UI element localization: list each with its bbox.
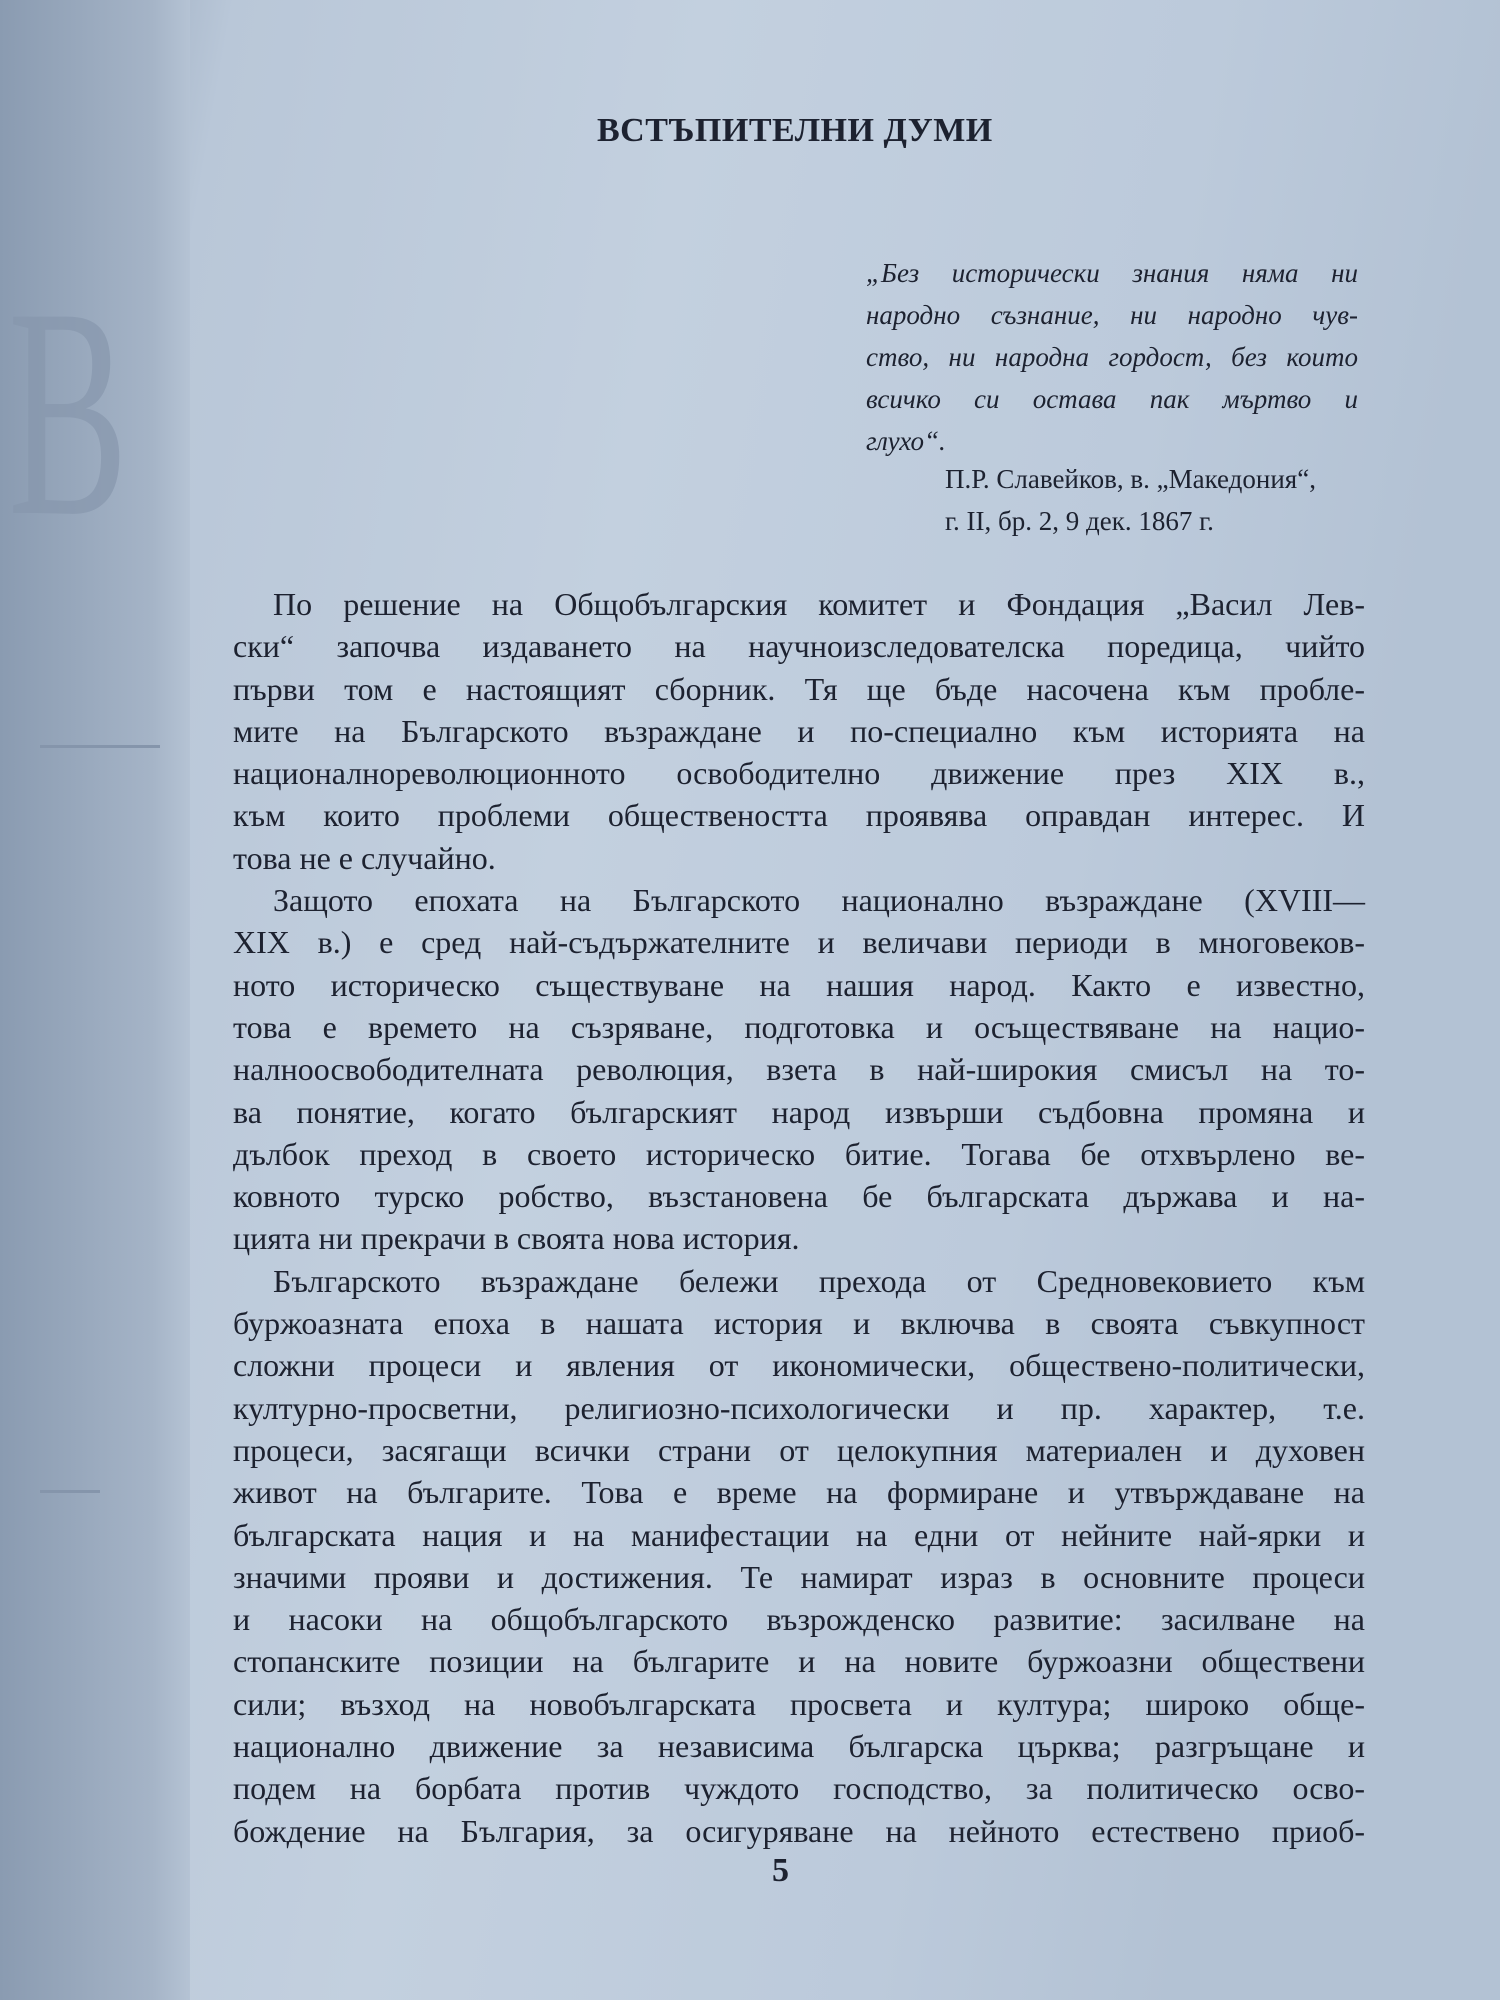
paragraph-line: дълбок преход в своето историческо битие. Тогава бе отхвърлено ве- xyxy=(233,1135,1365,1172)
paragraph-line: мите на Българското възраждане и по-специално към историята на xyxy=(233,712,1365,749)
paragraph-line: ното историческо съществуване на нашия народ. Както е известно, xyxy=(233,966,1365,1003)
paragraph-line: първи том е настоящият сборник. Тя ще бъде насочена към пробле- xyxy=(233,670,1365,707)
paragraph-line: процеси, засягащи всички страни от целокупния материален и духовен xyxy=(233,1431,1365,1468)
paragraph-line: сили; възход на новобългарската просвета и култура; широко обще- xyxy=(233,1685,1365,1722)
body-text xyxy=(233,583,1365,1852)
epigraph-line: народно съзнание, ни народно чув- xyxy=(866,300,1358,330)
paragraph-line: бождение на България, за осигуряване на нейното естествено приоб- xyxy=(233,1812,1365,1849)
paragraph-line: ски“ започва издаването на научноизследователска поредица, чийто xyxy=(233,628,1365,665)
paragraph-line: това е времето на съзряване, подготовка и осъществяване на нацио- xyxy=(233,1008,1365,1045)
facing-page-edge xyxy=(0,0,190,2000)
paragraph-line: По решение на Общобългарския комитет и Фондация „Васил Лев- xyxy=(273,586,1365,622)
paragraph-line: българската нация и на манифестации на едни от нейните най-ярки и xyxy=(233,1516,1365,1553)
chapter-title: ВСТЪПИТЕЛНИ ДУМИ xyxy=(597,112,993,149)
paragraph-line: към които проблеми обществеността проявява оправдан интерес. И xyxy=(233,797,1365,834)
paragraph-line: национално движение за независима българска църква; разгръщане и xyxy=(233,1728,1365,1765)
paragraph-line: подем на борбата против чуждото господство, за политическо осво- xyxy=(233,1770,1365,1807)
facing-page-rule xyxy=(40,1490,100,1493)
paragraph-line: ва понятие, когато българският народ извърши съдбовна промяна и xyxy=(233,1093,1365,1130)
paragraph-line: цията ни прекрачи в своята нова история. xyxy=(233,1220,800,1257)
paragraph-line: буржоазната епоха в нашата история и включва в своята съвкупност xyxy=(233,1305,1365,1342)
attribution-line: П.Р. Славейков, в. „Македония“, xyxy=(945,464,1316,494)
epigraph-line: „Без исторически знания няма ни xyxy=(866,258,1358,288)
facing-page-show-through-letter: В xyxy=(8,246,129,578)
paragraph-line: и насоки на общобългарското възрожденско развитие: засилване на xyxy=(233,1601,1365,1638)
paragraph-line: стопанските позиции на българите и на новите буржоазни обществени xyxy=(233,1643,1365,1680)
paragraph-line: XIX в.) е сред най-съдържателните и величави периоди в многовеков- xyxy=(233,924,1365,961)
paragraph-line: Защото епохата на Българското национално възраждане (XVIII— xyxy=(273,882,1365,919)
paragraph-line: Българското възраждане бележи прехода от Средновековието към xyxy=(273,1262,1365,1299)
epigraph-quote xyxy=(866,252,1358,462)
epigraph-line: всичко си остава пак мъртво и xyxy=(866,384,1358,414)
page-number: 5 xyxy=(772,1852,789,1889)
paragraph-line: ковното турско робство, възстановена бе българската държава и на- xyxy=(233,1178,1365,1215)
paragraph-line: налноосвободителната революция, взета в най-широкия смисъл на то- xyxy=(233,1051,1365,1088)
epigraph-line: ство, ни народна гордост, без които xyxy=(866,342,1358,372)
epigraph-attribution xyxy=(945,458,1316,542)
paragraph-line: сложни процеси и явления от икономически, обществено-политически, xyxy=(233,1347,1365,1384)
attribution-line: г. II, бр. 2, 9 дек. 1867 г. xyxy=(945,506,1214,536)
paragraph-line: живот на българите. Това е време на формиране и утвърждаване на xyxy=(233,1474,1365,1511)
paragraph-line: това не е случайно. xyxy=(233,839,496,876)
paragraph-line: значими прояви и достижения. Те намират израз в основните процеси xyxy=(233,1558,1365,1595)
paragraph-line: културно-просветни, религиозно-психологически и пр. характер, т.е. xyxy=(233,1389,1365,1426)
paragraph-line: националнореволюционното освободително движение през XIX в., xyxy=(233,755,1365,792)
epigraph-line: глухо“. xyxy=(866,426,946,456)
facing-page-rule xyxy=(40,745,160,748)
